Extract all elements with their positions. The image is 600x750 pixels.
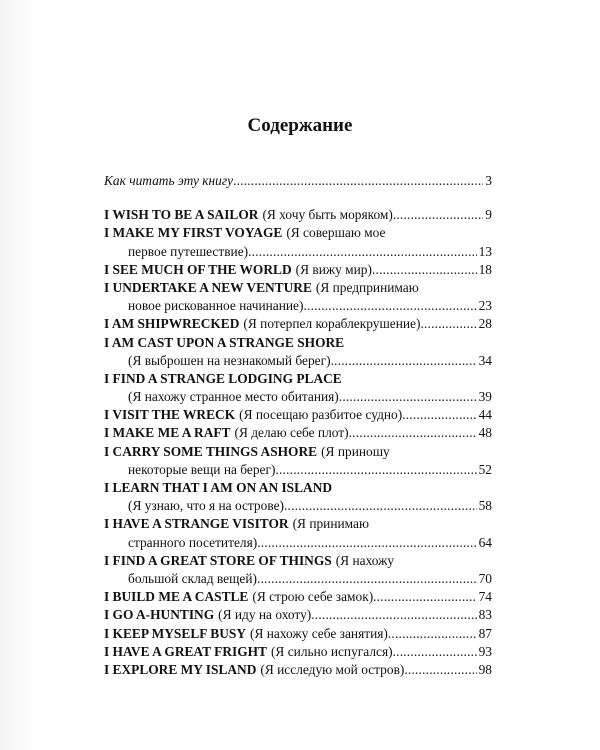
page-number: 28 — [478, 316, 492, 332]
toc-entry-continuation — [104, 534, 492, 552]
table-of-contents — [104, 172, 492, 679]
chapter-title-ru: (Я предпринимаю — [315, 279, 419, 295]
toc-entry-line — [104, 625, 492, 643]
page-number: 83 — [478, 607, 492, 623]
chapter-title-ru: (Я нахожу — [335, 552, 395, 568]
chapter-title-ru: (Я делаю себе плот) — [234, 425, 349, 441]
chapter-title-en: I MAKE MY FIRST VOYAGE — [104, 225, 283, 241]
dot-leader — [420, 315, 476, 333]
chapter-title-en: I LEARN THAT I AM ON AN ISLAND — [104, 480, 333, 495]
chapter-title-ru: (Я нахожу себе занятия) — [250, 625, 388, 641]
toc-entry-continuation — [104, 243, 492, 261]
chapter-title-en: I HAVE A GREAT FRIGHT — [104, 643, 267, 659]
dot-leader — [388, 625, 477, 643]
toc-entry-continuation — [104, 570, 492, 588]
page-number: 64 — [478, 534, 492, 550]
toc-entry-continuation — [104, 297, 492, 315]
chapter-title-en: I WISH TO BE A SAILOR — [104, 207, 259, 223]
toc-entry-line — [104, 206, 492, 224]
dot-leader — [331, 352, 477, 370]
chapter-title-en: I KEEP MYSELF BUSY — [104, 625, 246, 641]
chapter-title-ru: (Я строю себе замок) — [252, 589, 374, 605]
dot-leader — [402, 406, 476, 424]
dot-leader — [373, 588, 476, 606]
page-number: 74 — [478, 589, 492, 605]
chapter-title-en: I BUILD ME A CASTLE — [104, 589, 249, 605]
chapter-title-ru: (Я посещаю разбитое судно) — [239, 407, 403, 423]
dot-leader — [248, 243, 476, 261]
toc-entry-line — [104, 443, 492, 461]
toc-entry-line — [104, 172, 492, 190]
dot-leader — [303, 297, 476, 315]
page-number: 93 — [478, 643, 492, 659]
toc-entry-line — [104, 661, 492, 679]
dot-leader — [393, 206, 483, 224]
chapter-title-ru-cont: новое рискованное начинание) — [128, 298, 304, 314]
toc-entry-continuation — [104, 352, 492, 370]
page-number: 23 — [478, 298, 492, 314]
chapter-title-en: I AM CAST UPON A STRANGE SHORE — [104, 334, 345, 350]
toc-entry-continuation — [104, 461, 492, 479]
toc-entry-line — [104, 606, 492, 624]
chapter-title-ru-cont: первое путешествие) — [128, 243, 249, 259]
chapter-title-en: I UNDERTAKE A NEW VENTURE — [104, 279, 312, 295]
chapter-title-en: I HAVE A STRANGE VISITOR — [104, 516, 289, 532]
page-number: 3 — [485, 173, 492, 188]
chapter-title-ru-cont: (Я выброшен на незнакомый берег) — [128, 352, 331, 368]
chapter-title-ru: Как читать эту книгу — [104, 173, 234, 188]
page-number: 34 — [478, 352, 492, 368]
chapter-title-en: I FIND A STRANGE LODGING PLACE — [104, 370, 342, 386]
chapter-title-ru-cont: некоторые вещи на берег) — [128, 461, 276, 477]
toc-entry-line — [104, 315, 492, 333]
chapter-title-en: I GO A-HUNTING — [104, 607, 215, 623]
toc-entry-line — [104, 261, 492, 279]
toc-entry-line — [104, 479, 492, 497]
chapter-title-ru: (Я потерпел кораблекрушение) — [243, 316, 421, 332]
dot-leader — [257, 534, 476, 552]
chapter-title-ru-cont: странного посетителя) — [128, 534, 258, 550]
dot-leader — [233, 172, 483, 190]
chapter-title-ru: (Я совершаю мое — [286, 225, 386, 241]
toc-entry-line — [104, 279, 492, 297]
chapter-title-ru: (Я исследую мой остров) — [260, 661, 405, 677]
toc-entry-line — [104, 515, 492, 533]
dot-leader — [275, 461, 476, 479]
page-title: Содержание — [247, 115, 353, 136]
dot-leader — [404, 661, 476, 679]
chapter-title-ru: (Я вижу мир) — [295, 261, 372, 277]
toc-entry-line — [104, 334, 492, 352]
chapter-title-ru: (Я хочу быть моряком) — [262, 207, 393, 223]
page-number: 87 — [478, 625, 492, 641]
dot-leader — [393, 643, 477, 661]
toc-entry-line — [104, 406, 492, 424]
page-number: 58 — [478, 498, 492, 514]
chapter-title-ru-cont: (Я нахожу странное место обитания) — [128, 389, 339, 405]
chapter-title-en: I EXPLORE MY ISLAND — [104, 661, 257, 677]
page-number: 18 — [478, 261, 492, 277]
toc-entry-line — [104, 370, 492, 388]
chapter-title-en: I MAKE ME A RAFT — [104, 425, 231, 441]
chapter-title-en: I SEE MUCH OF THE WORLD — [104, 261, 292, 277]
dot-leader — [311, 606, 476, 624]
page-number: 98 — [478, 661, 492, 677]
chapter-title-en: I FIND A GREAT STORE OF THINGS — [104, 552, 332, 568]
page-number: 52 — [478, 461, 492, 477]
chapter-title-ru: (Я сильно испугался) — [270, 643, 393, 659]
dot-leader — [339, 388, 477, 406]
dot-leader — [372, 261, 477, 279]
dot-leader — [349, 424, 477, 442]
chapter-title-en: I AM SHIPWRECKED — [104, 316, 240, 332]
chapter-title-ru-cont: большой склад вещей) — [128, 570, 257, 586]
chapter-title-en: I CARRY SOME THINGS ASHORE — [104, 443, 318, 459]
toc-entry-line — [104, 424, 492, 442]
page-number: 48 — [478, 425, 492, 441]
dot-leader — [257, 570, 477, 588]
chapter-title-ru-cont: (Я узнаю, что я на острове) — [128, 498, 284, 514]
page-number: 70 — [478, 570, 492, 586]
toc-entry-continuation — [104, 497, 492, 515]
toc-entry-line — [104, 552, 492, 570]
page-number: 9 — [485, 207, 492, 223]
toc-entry-continuation — [104, 388, 492, 406]
page-number: 39 — [478, 389, 492, 405]
page-number: 13 — [478, 243, 492, 259]
chapter-title-ru: (Я иду на охоту) — [218, 607, 312, 623]
dot-leader — [284, 497, 477, 515]
toc-entry-line — [104, 643, 492, 661]
page-number: 44 — [478, 407, 492, 423]
toc-entry-line — [104, 224, 492, 242]
chapter-title-en: I VISIT THE WRECK — [104, 407, 236, 423]
chapter-title-ru: (Я приношу — [321, 443, 390, 459]
chapter-title-ru: (Я принимаю — [292, 516, 370, 532]
toc-entry-line — [104, 588, 492, 606]
